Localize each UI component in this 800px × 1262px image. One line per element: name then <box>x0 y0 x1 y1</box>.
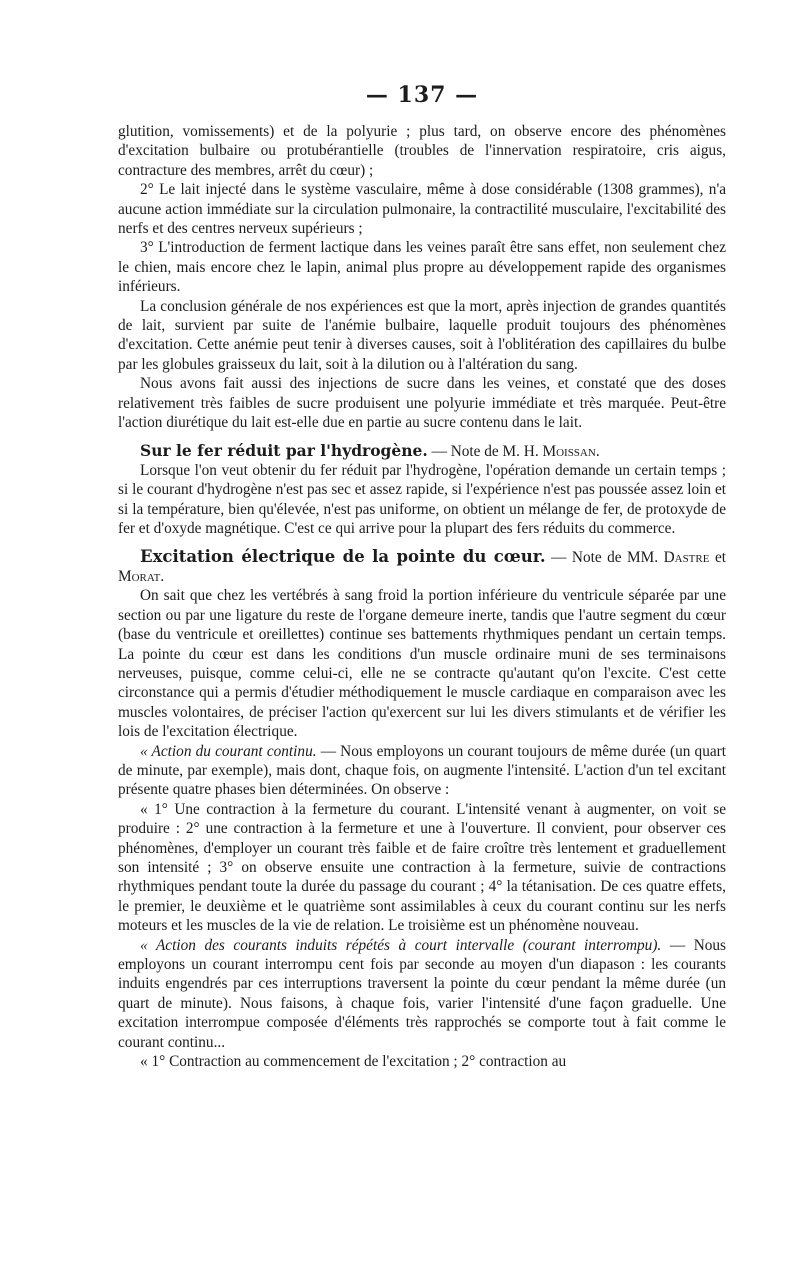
induced-current-heading-c: ). <box>652 936 662 954</box>
section-gap <box>118 433 726 441</box>
section-coeur-induced-current <box>118 936 726 1052</box>
section-coeur-author-2: Morat <box>118 567 161 585</box>
section-fer-note: — Note de M. H. <box>427 442 543 460</box>
section-fer-heading-line <box>118 441 726 461</box>
section-coeur-continuous-current <box>118 742 726 800</box>
paragraph-conclusion: La conclusion générale de nos expériences est que la mort, après injection de grandes quantités de lait, survient par suite de l'anémie bulbaire, laquelle produit toujours des phénomènes d'excitation. Cette anémie peut tenir à diverses causes, soit à l'oblitération des capillaires du bulbe par les globules graisseux du lait, soit à la dilution ou à l'altération du sang. <box>118 297 726 373</box>
induced-current-text: — Nous employons un courant interrompu cent fois par seconde au moyen d'un diapason : les courants induits engendrés par ces interruptions traversent la pointe du cœur pendant la même durée (un quart de minute). Nous faisons, à chaque fois, varier l'intensité d'une façon graduelle. Une excitation interrompue composée d'éléments très rapprochés se comporte tout à fait comme le courant continu... <box>118 936 726 1051</box>
section-coeur-conj: et <box>709 548 726 566</box>
induced-current-heading-a: « Action des courants induits répétés à court intervalle ( <box>140 936 528 954</box>
page-number: — 137 — <box>365 82 479 108</box>
section-fer-title: Sur le fer réduit par l'hydrogène. <box>140 440 428 460</box>
induced-current-heading-b: courant interrompu <box>527 936 653 954</box>
section-fer-author: Moissan <box>542 442 596 460</box>
section-fer-author-end: . <box>595 442 600 460</box>
section-coeur-author-1: Dastre <box>663 548 710 566</box>
paragraph-point-2: 2° Le lait injecté dans le système vasculaire, même à dose considérable (1308 grammes), n'a aucune action immédiate sur la circulation pulmonaire, la contractilité musculaire, l'excitabilité des nerfs et des centres nerveux supérieurs ; <box>118 181 726 238</box>
continuous-current-text: — Nous employons un courant toujours de même durée (un quart de minute, par exemple), mais dont, chaque fois, on augmente l'intensité. L'action d'un tel excitant présente quatre phases bien déterminées. On observe : <box>118 742 726 799</box>
section-coeur-note: — Note de MM. <box>545 548 664 566</box>
continuous-current-heading: « Action du courant continu. <box>140 742 317 760</box>
paragraph-point-3: 3° L'introduction de ferment lactique dans les veines paraît être sans effet, non seulement chez le chien, mais encore chez le lapin, animal plus propre au développement rapide des organismes inférieurs. <box>118 239 726 296</box>
paragraph-continuation: glutition, vomissements) et de la polyurie ; plus tard, on observe encore des phénomènes d'excitation bulbaire ou protubérantielle (troubles de l'innervation respiratoire, cris aigus, contracture des membres, arrêt du cœur) ; <box>118 123 726 179</box>
section-gap <box>118 539 726 547</box>
section-coeur-phases: « 1° Une contraction à la fermeture du courant. L'intensité venant à augmenter, on voit se produire : 2° une contraction à la fermeture et une à l'ouverture. Il convient, pour observer ces phénomènes, d'employer un courant très faible et de faire croître très lentement et graduellement son intensité ; 3° on observe ensuite une contraction à la fermeture, suivie de contractions rhythmiques pendant toute la durée du passage du courant ; 4° la tétanisation. De ces quatre effets, le premier, le deuxième et le quatrième sont assimilables à ceux du courant continu sur les nerfs moteurs et les muscles de la vie de relation. Le troisième est un phénomène nouveau. <box>118 800 726 935</box>
paragraph-sugar: Nous avons fait aussi des injections de sucre dans les veines, et constaté que des doses relativement très faibles de sucre produisent une polyurie immédiate et très marquée. Peut-être l'action diurétique du lait est-elle due en partie au sucre contenu dans le lait. <box>118 375 726 432</box>
section-fer-body: Lorsque l'on veut obtenir du fer réduit par l'hydrogène, l'opération demande un certain temps ; si le courant d'hydrogène n'est pas sec et assez rapide, si l'expérience n'est pas poussée assez loin et si la température, bien qu'élevée, n'est pas uniforme, on obtient un mélange de fer, de protoxyde de fer et d'oxyde magnétique. C'est ce qui arrive pour la plupart des fers réduits du commerce. <box>118 461 726 538</box>
section-coeur-final: « 1° Contraction au commencement de l'excitation ; 2° contraction au <box>140 1053 567 1071</box>
section-coeur-author-end: . <box>160 567 165 585</box>
section-coeur-title: Excitation électrique de la pointe du cœur. <box>140 546 546 566</box>
page-body <box>118 122 726 1072</box>
section-coeur-intro: On sait que chez les vertébrés à sang froid la portion inférieure du ventricule séparée par une section ou par une ligature du reste de l'organe demeure inerte, tandis que l'autre segment du cœur (base du ventricule et oreillettes) continue ses battements rhythmiques pendant un certain temps. La pointe du cœur est dans les conditions d'un muscle ordinaire muni de ses terminaisons nerveuses, puisque, comme celui-ci, elle ne se contracte qu'autant qu'on l'excite. C'est cette circonstance qui a permis d'étudier méthodiquement le muscle cardiaque en comparaison avec les muscles volontaires, de préciser l'action qu'exercent sur lui les divers stimulants et de vérifier les lois de l'excitation électrique. <box>118 587 726 741</box>
section-coeur-heading-line <box>118 547 726 587</box>
